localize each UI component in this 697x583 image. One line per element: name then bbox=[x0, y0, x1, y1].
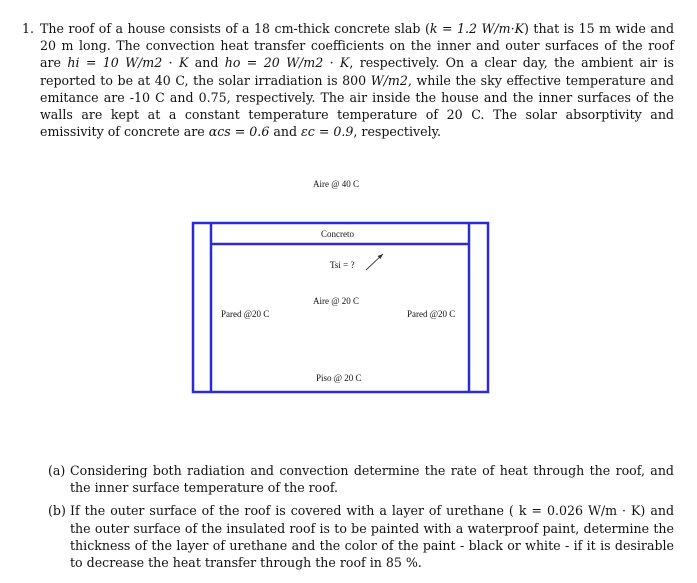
outer-coefficient-expr: ho = 20 W/m2 · K bbox=[224, 55, 350, 71]
problem-text-part: , respectively. bbox=[353, 124, 442, 140]
absorptivity-expr: αcs = 0.6 bbox=[208, 124, 270, 140]
left-wall-label: Pared @20 C bbox=[221, 309, 270, 319]
inside-air-label: Aire @ 20 C bbox=[313, 296, 360, 306]
frame-lines bbox=[193, 223, 488, 392]
problem-text-part: and bbox=[269, 124, 302, 140]
part-text: If the outer surface of the roof is covered with a layer of urethane ( k = 0.026 W/m · K) and the outer surface of the insulated roof is to be painted with a waterproof paint, determine the thickness of the layer of urethane and the color of the paint - black or white - if it is desirable to decrease the heat transfer through the roof in 85 %. bbox=[70, 503, 674, 571]
outside-air-label: Aire @ 40 C bbox=[313, 179, 360, 189]
conductivity-expr: k = 1.2 W/m·K bbox=[429, 21, 525, 36]
question-parts bbox=[48, 462, 674, 577]
irradiation-unit-expr: W/m2 bbox=[370, 72, 408, 88]
problem-number: 1. bbox=[22, 21, 35, 36]
part-label: (a) bbox=[48, 463, 66, 478]
outer-frame bbox=[193, 223, 488, 392]
problem-text-part: and bbox=[188, 55, 225, 71]
inner-coefficient-expr: hi = 10 W/m2 · K bbox=[67, 55, 189, 71]
right-wall-label: Pared @20 C bbox=[407, 309, 456, 319]
emissivity-expr: εc = 0.9 bbox=[301, 124, 354, 140]
part-label: (b) bbox=[48, 503, 66, 519]
problem-text-part: , while the sky effective temperature and emitance are -10 C and 0.75, respectively. The air inside the house and the inner surfaces of the walls are kept at a constant temperature temperature of 20 C. The solar absorptivity and emissivity of concrete are bbox=[40, 72, 674, 140]
part-b bbox=[48, 502, 674, 571]
part-a bbox=[48, 462, 674, 496]
problem-text-part: ) that is 15 m wide and 20 m long. The convection heat transfer coefficients on the inner and outer surfaces of the roof are bbox=[40, 21, 675, 71]
roof-label: Concreto bbox=[321, 229, 354, 239]
problem-text-part: The roof of a house consists of a 18 cm-thick concrete slab ( bbox=[40, 21, 430, 36]
floor-label: Piso @ 20 C bbox=[316, 373, 362, 383]
inner-surface-label: Tsi = ? bbox=[330, 260, 355, 270]
problem-text-part: , respectively. On a clear day, the ambient air is reported to be at 40 C, the solar irradiation is 800 bbox=[40, 55, 674, 88]
part-text: Considering both radiation and convection determine the rate of heat through the roof, and the inner surface temperature of the roof. bbox=[70, 463, 674, 496]
